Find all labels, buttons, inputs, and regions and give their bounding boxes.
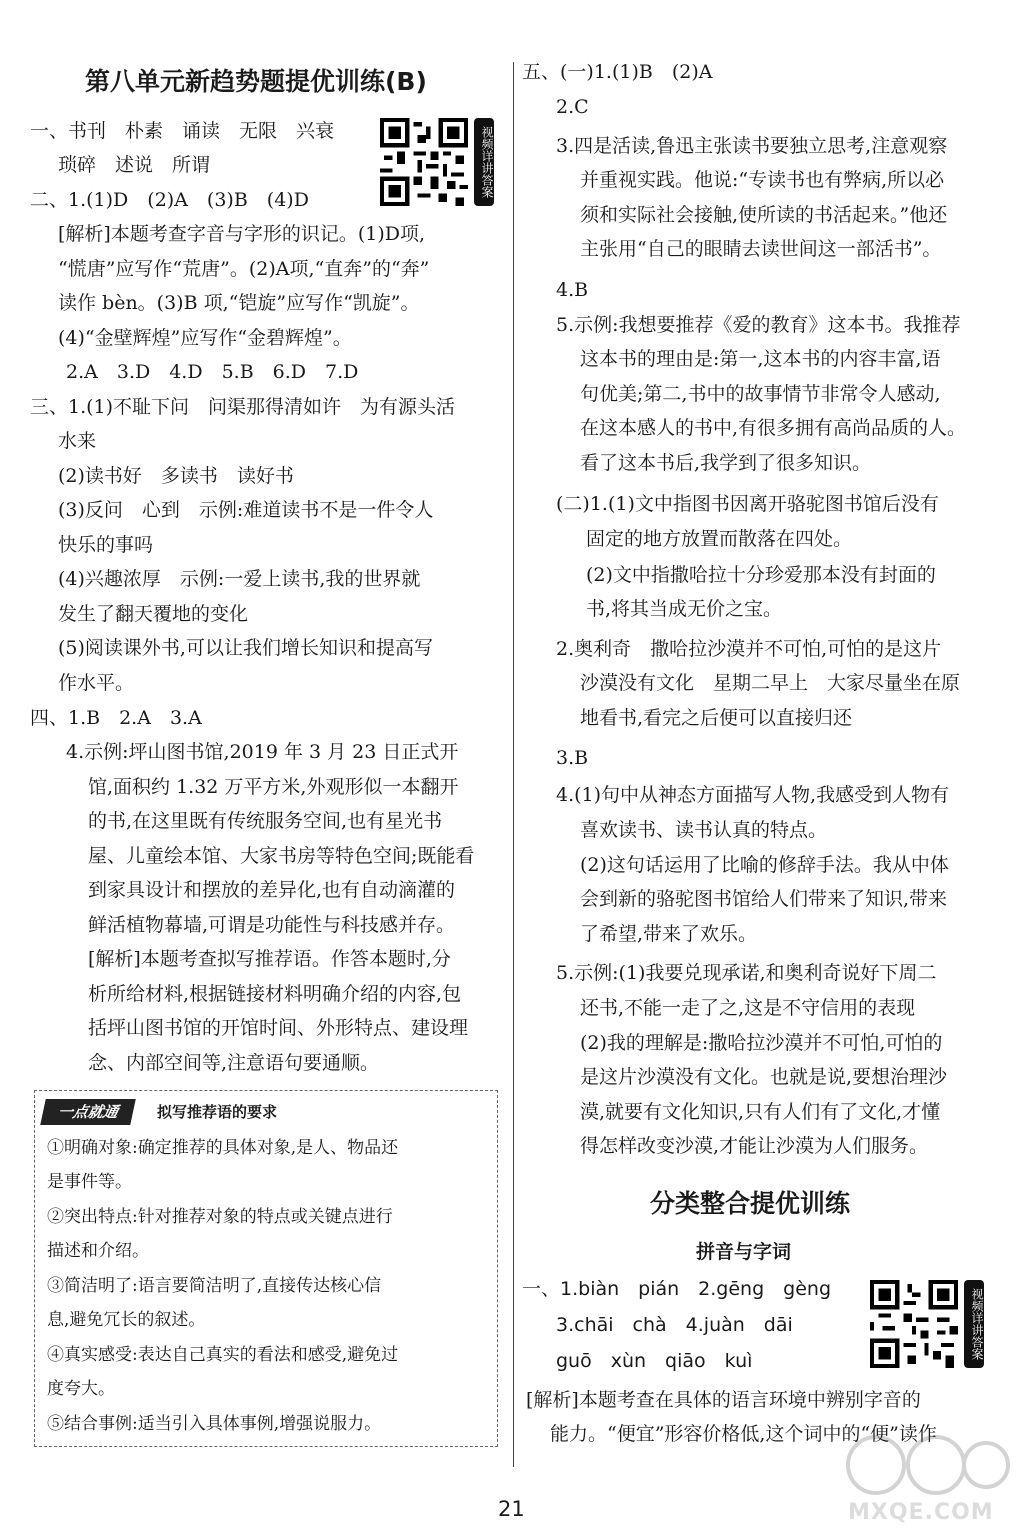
analysis-line: [解析]本题考查字音与字形的识记。(1)D项, — [58, 223, 426, 245]
tip-line: ③简洁明了:语言要简洁明了,直接传达核心信 — [47, 1276, 382, 1296]
tip-line: ①明确对象:确定推荐的具体对象,是人、物品还 — [47, 1138, 399, 1158]
answer-line: (3)反问 心到 示例:难道读书不是一件令人 — [58, 499, 434, 521]
answer-line: (2)文中指撒哈拉十分珍爱那本没有封面的 — [586, 564, 936, 586]
analysis-line: “慌唐”应写作“荒唐”。(2)A项,“直奔”的“奔” — [58, 258, 430, 280]
answer-line: 3.四是活读,鲁迅主张读书要独立思考,注意观察 — [556, 135, 948, 157]
page-number: 21 — [498, 1497, 525, 1521]
qr-label: 视频详讲答案 — [964, 1280, 984, 1368]
unit-title: 第八单元新趋势题提优训练(B) — [85, 67, 427, 96]
qr-label: 视频详讲答案 — [474, 118, 494, 206]
qr-code-icon[interactable] — [380, 118, 468, 206]
answer-line: 4.(1)句中从神态方面描写人物,我感受到人物有 — [556, 784, 950, 806]
tip-line: 度夸大。 — [47, 1379, 115, 1399]
qr-code-icon[interactable] — [870, 1280, 958, 1368]
answer-line: (4)兴趣浓厚 示例:一爱上读书,我的世界就 — [58, 568, 421, 590]
answer-line: 固定的地方放置而散落在四处。 — [586, 528, 853, 550]
pinyin-line: guō xùn qiāo kuì — [556, 1350, 753, 1372]
answer-line: (2)读书好 多读书 读好书 — [58, 465, 294, 487]
analysis-line: [解析]本题考查在具体的语言环境中辨别字音的 — [526, 1389, 921, 1411]
answer-line: 鲜活植物幕墙,可谓是功能性与科技感并存。 — [88, 914, 456, 936]
answer-line: 一、书刊 朴素 诵读 无限 兴衰 — [30, 120, 335, 142]
answer-line: (2)我的理解是:撒哈拉沙漠并不可怕,可怕的 — [580, 1032, 943, 1054]
answer-line: 5.示例:(1)我要兑现承诺,和奥利奇说好下周二 — [556, 962, 937, 984]
analysis-line: 括坪山图书馆的开馆时间、外形特点、建设理 — [88, 1017, 469, 1039]
answer-line: 作水平。 — [58, 672, 135, 694]
answer-line: 二、1.(1)D (2)A (3)B (4)D — [30, 189, 309, 211]
answer-line: 琐碎 述说 所谓 — [58, 154, 211, 176]
answer-line: 会到新的骆驼图书馆给人们带来了知识,带来 — [580, 888, 948, 910]
answer-line: 并重视实践。他说:“专读书也有弊病,所以必 — [580, 169, 945, 191]
watermark-text: MXQE.COM — [848, 1500, 994, 1525]
pinyin-line: 一、1.biàn pián 2.gēng gèng — [522, 1278, 832, 1300]
answer-line: 漠,就要有文化知识,只有人们有了文化,才懂 — [580, 1101, 941, 1123]
tip-line: ⑤结合事例:适当引入具体事例,增强说服力。 — [47, 1414, 382, 1434]
analysis-line: (4)“金壁辉煌”应写作“金碧辉煌”。 — [58, 327, 352, 349]
answer-line: 主张用“自己的眼睛去读世间这一部活书”。 — [580, 238, 942, 260]
tip-badge: 一点就通 — [40, 1099, 136, 1125]
answer-line: 看了这本书后,我学到了很多知识。 — [580, 452, 872, 474]
analysis-line: 读作 bèn。(3)B 项,“铠旋”应写作“凯旋”。 — [58, 292, 420, 314]
answer-line: 3.B — [556, 747, 589, 769]
answer-line: 三、1.(1)不耻下问 问渠那得清如许 为有源头活 — [30, 396, 456, 418]
column-divider — [513, 62, 514, 1467]
tip-line: 是事件等。 — [47, 1172, 132, 1192]
answer-line: 在这本感人的书中,有很多拥有高尚品质的人。 — [580, 417, 967, 439]
answer-line: 五、(一)1.(1)B (2)A — [522, 61, 713, 83]
answer-line: 快乐的事吗 — [58, 534, 154, 556]
answer-line: 是这片沙漠没有文化。也就是说,要想治理沙 — [580, 1066, 948, 1088]
answer-line: (2)这句话运用了比喻的修辞手法。我从中体 — [580, 854, 949, 876]
tip-line: ②突出特点:针对推荐对象的特点或关键点进行 — [47, 1207, 393, 1227]
answer-line: 书,将其当成无价之宝。 — [586, 598, 783, 620]
answer-line: 2.A 3.D 4.D 5.B 6.D 7.D — [66, 361, 359, 383]
answer-line: 2.奥利奇 撒哈拉沙漠并不可怕,可怕的是这片 — [556, 638, 942, 660]
answer-line: 沙漠没有文化 星期二早上 大家尽量坐在原 — [580, 672, 961, 694]
answer-line: 地看书,看完之后便可以直接归还 — [580, 707, 853, 729]
analysis-line: 能力。“便宜”形容价格低,这个词中的“便”读作 — [550, 1423, 937, 1445]
answer-line: 水来 — [58, 430, 97, 452]
answer-line: 发生了翻天覆地的变化 — [58, 603, 249, 625]
tip-line: 息,避免冗长的叙述。 — [47, 1310, 206, 1330]
answer-line: 2.C — [556, 96, 589, 118]
analysis-line: 念、内部空间等,注意语句要通顺。 — [88, 1052, 380, 1074]
tip-box — [34, 1090, 498, 1447]
answer-line: 4.B — [556, 279, 589, 301]
answer-line: 了希望,带来了欢乐。 — [580, 923, 758, 945]
answer-line: 还书,不能一走了之,这是不守信用的表现 — [580, 997, 916, 1019]
answer-line: 5.示例:我想要推荐《爱的教育》这本书。我推荐 — [556, 314, 961, 336]
tip-line: 描述和介绍。 — [47, 1241, 149, 1261]
answer-line: 喜欢读书、读书认真的特点。 — [580, 819, 828, 841]
tip-title: 拟写推荐语的要求 — [157, 1103, 278, 1121]
answer-line: 到家具设计和摆放的差异化,也有自动滴灌的 — [88, 879, 456, 901]
pinyin-line: 3.chāi chà 4.juàn dāi — [556, 1314, 793, 1336]
answer-line: 得怎样改变沙漠,才能让沙漠为人们服务。 — [580, 1135, 929, 1157]
tip-line: ④真实感受:表达自己真实的看法和感受,避免过 — [47, 1345, 399, 1365]
subsection-title: 拼音与字词 — [696, 1241, 792, 1263]
answer-line: (5)阅读课外书,可以让我们增长知识和提高写 — [58, 637, 433, 659]
answer-line: 4.示例:坪山图书馆,2019 年 3 月 23 日正式开 — [66, 741, 459, 763]
answer-line: 的书,在这里既有传统服务空间,也有星光书 — [88, 810, 443, 832]
section-title: 分类整合提优训练 — [650, 1189, 851, 1218]
answer-line: (二)1.(1)文中指图书因离开骆驼图书馆后没有 — [556, 493, 939, 515]
answer-line: 屋、儿童绘本馆、大家书房等特色空间;既能看 — [88, 845, 475, 867]
answer-line: 馆,面积约 1.32 万平方米,外观形似一本翻开 — [88, 776, 459, 798]
answer-line: 须和实际社会接触,使所读的书活起来。”他还 — [580, 204, 948, 226]
analysis-line: [解析]本题考查拟写推荐语。作答本题时,分 — [88, 948, 451, 970]
answer-line: 句优美;第二,书中的故事情节非常令人感动, — [580, 383, 941, 405]
answer-line: 四、1.B 2.A 3.A — [30, 707, 202, 729]
watermark — [836, 1430, 1016, 1530]
answer-line: 这本书的理由是:第一,这本书的内容丰富,语 — [580, 348, 941, 370]
analysis-line: 析所给材料,根据链接材料明确介绍的内容,包 — [88, 983, 462, 1005]
